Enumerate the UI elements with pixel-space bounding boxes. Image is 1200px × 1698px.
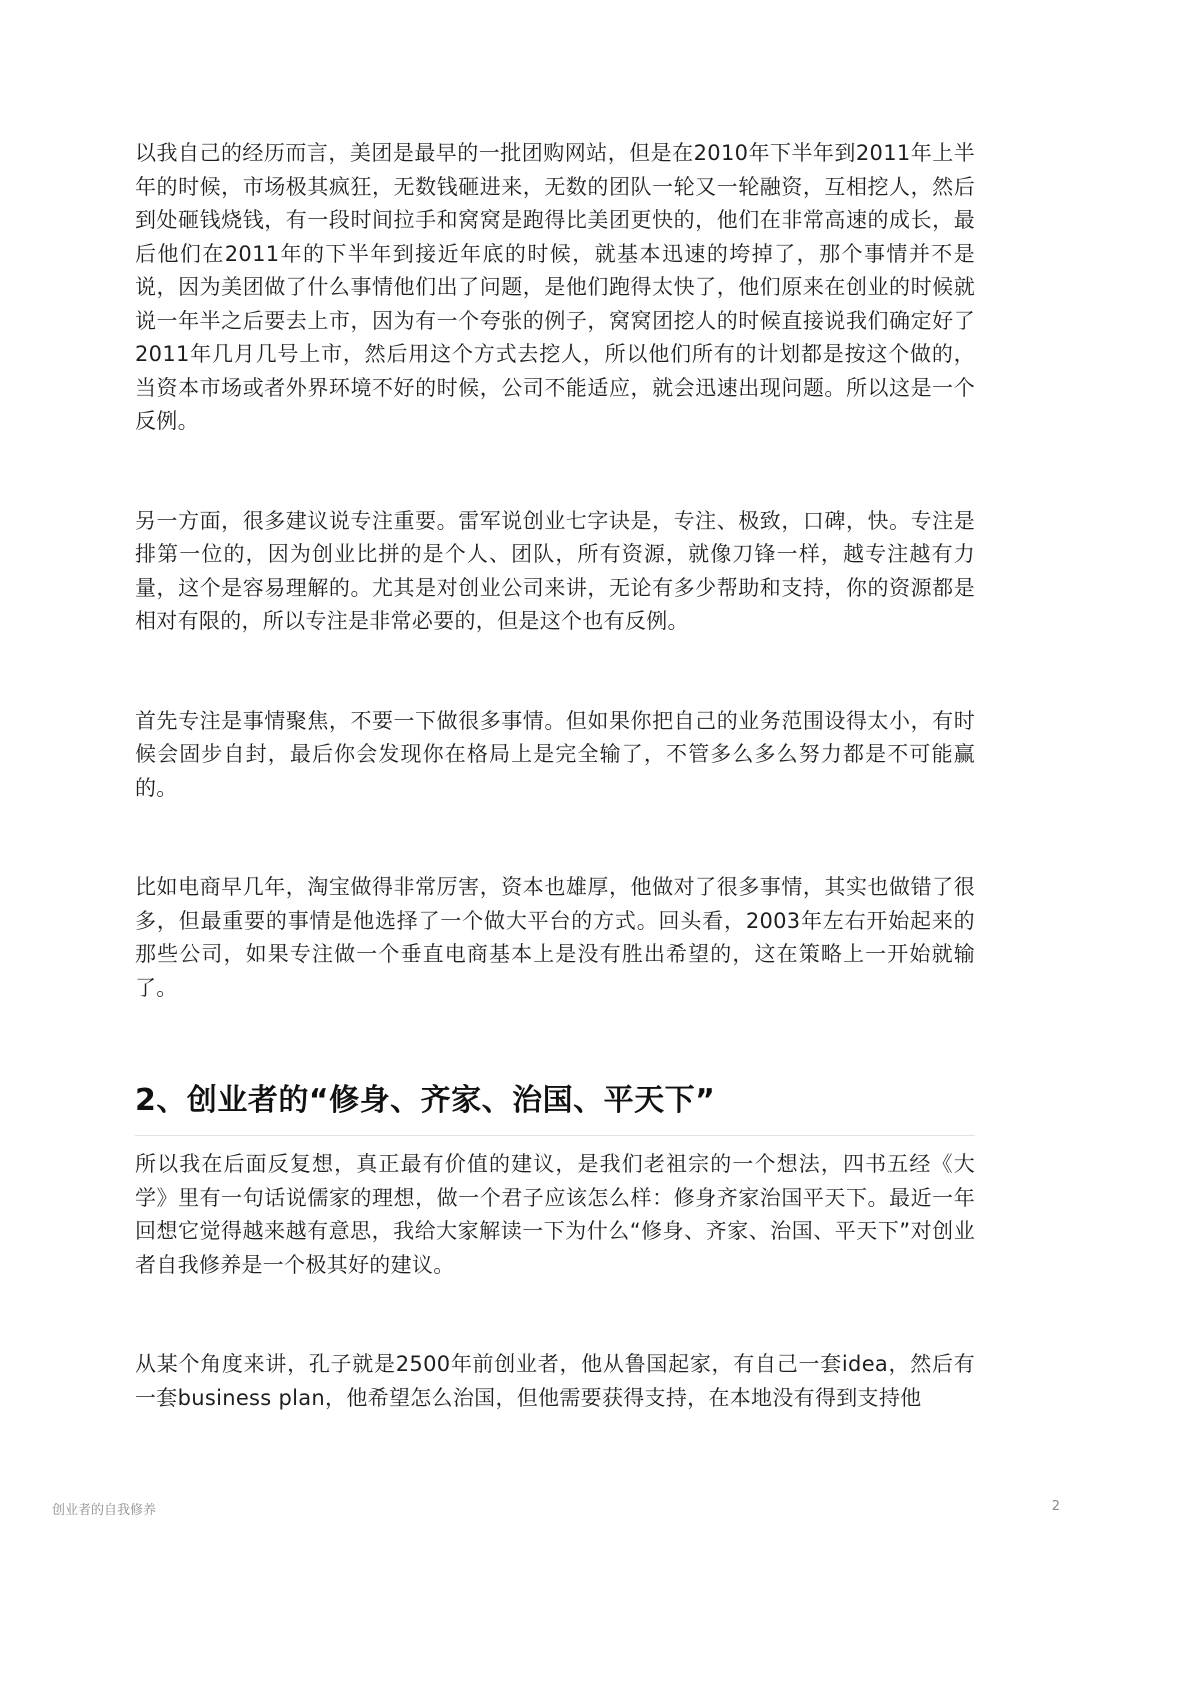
footer-page-number: 2 xyxy=(1051,1499,1060,1514)
paragraph-great-learning: 所以我在后面反复想，真正最有价值的建议，是我们老祖宗的一个想法，四书五经《大学》里有一句话说儒家的理想，做一个君子应该怎么样：修身齐家治国平天下。最近一年回想它觉得越来越有意思，我给大家解读一下为什么“修身、齐家、治国、平天下”对创业者自我修养是一个极其好的建议。 xyxy=(135,1152,975,1277)
paragraph-focus-scope: 首先专注是事情聚焦，不要一下做很多事情。但如果你把自己的业务范围设得太小，有时候会固步自封，最后你会发现你在格局上是完全输了，不管多么多么努力都是不可能赢的。 xyxy=(135,708,975,800)
heading-divider xyxy=(135,1135,975,1136)
section-heading-block xyxy=(135,1081,975,1136)
footer-document-title: 创业者的自我修养 xyxy=(52,1503,157,1518)
page-content xyxy=(135,137,975,1415)
paragraph-ecommerce-example: 比如电商早几年，淘宝做得非常厉害，资本也雄厚，他做对了很多事情，其实也做错了很多，但最重要的事情是他选择了一个做大平台的方式。回头看，2003年左右开始起来的那些公司，如果专注做一个垂直电商基本上是没有胜出希望的，这在策略上一开始就输了。 xyxy=(135,875,975,1000)
section-heading: 2、创业者的“修身、齐家、治国、平天下” xyxy=(135,1083,716,1118)
paragraph-confucius-founder: 从某个角度来讲，孔子就是2500年前创业者，他从鲁国起家，有自己一套idea，然后有一套business plan，他希望怎么治国，但他需要获得支持，在本地没有得到支持他 xyxy=(135,1352,975,1410)
paragraph-focus-importance: 另一方面，很多建议说专注重要。雷军说创业七字诀是，专注、极致，口碑，快。专注是排第一位的，因为创业比拼的是个人、团队，所有资源，就像刀锋一样，越专注越有力量，这个是容易理解的。尤其是对创业公司来讲，无论有多少帮助和支持，你的资源都是相对有限的，所以专注是非常必要的，但是这个也有反例。 xyxy=(135,508,975,633)
paragraph-meituan-example: 以我自己的经历而言，美团是最早的一批团购网站，但是在2010年下半年到2011年上半年的时候，市场极其疯狂，无数钱砸进来，无数的团队一轮又一轮融资，互相挖人，然后到处砸钱烧钱，有一段时间拉手和窝窝是跑得比美团更快的，他们在非常高速的成长，最后他们在2011年的下半年到接近年底的时候，就基本迅速的垮掉了，那个事情并不是说，因为美团做了什么事情他们出了问题，是他们跑得太快了，他们原来在创业的时候就说一年半之后要去上市，因为有一个夸张的例子，窝窝团挖人的时候直接说我们确定好了2011年几月几号上市，然后用这个方式去挖人，所以他们所有的计划都是按这个做的，当资本市场或者外界环境不好的时候，公司不能适应，就会迅速出现问题。所以这是一个反例。 xyxy=(135,141,975,433)
